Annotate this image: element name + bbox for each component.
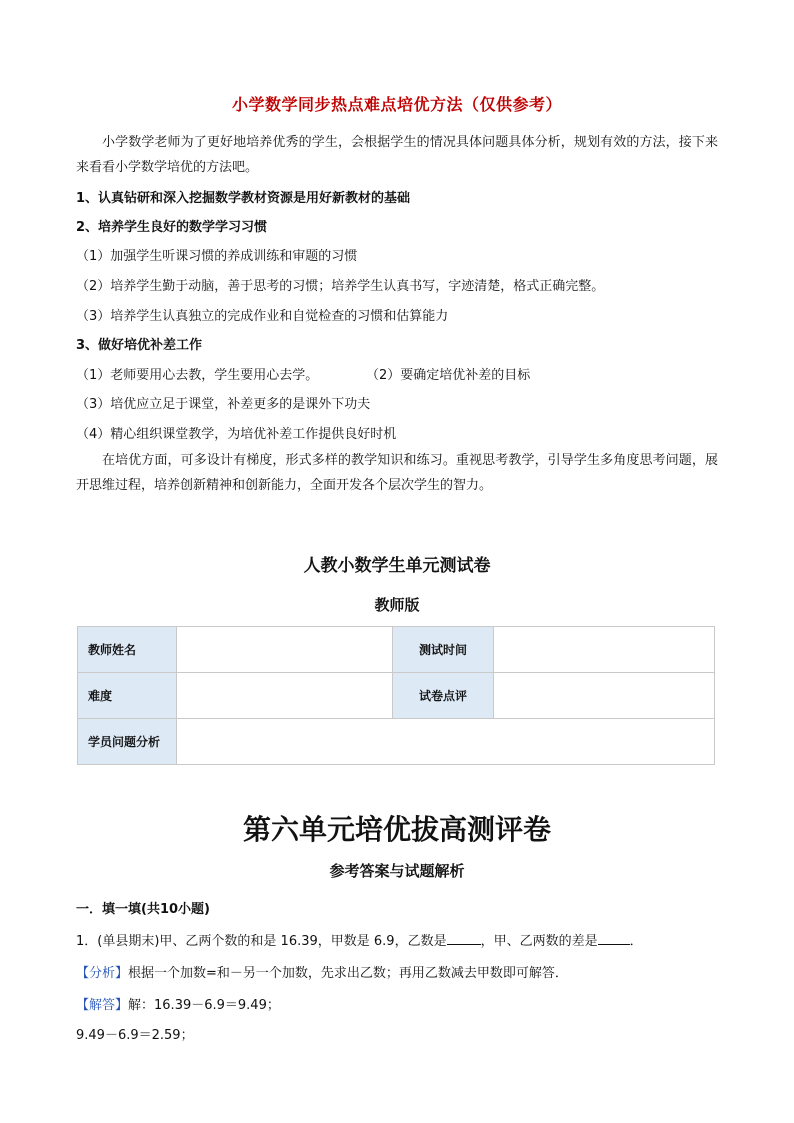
heading-1: 1、认真钻研和深入挖掘数学教材资源是用好新教材的基础 xyxy=(76,191,411,206)
difficulty-field[interactable] xyxy=(177,673,393,719)
unit-subtitle: 参考答案与试题解析 xyxy=(329,862,465,880)
part-one-heading: 一．填一填(共10小题) xyxy=(76,902,210,917)
heading-3: 3、做好培优补差工作 xyxy=(76,338,203,353)
exam-title: 人教小数学生单元测试卷 xyxy=(303,556,491,576)
student-issues-field[interactable] xyxy=(177,719,715,765)
answer-line-2: 9.49－6.9＝2.59； xyxy=(76,1028,194,1043)
teacher-name-field[interactable] xyxy=(177,627,393,673)
table-row xyxy=(78,627,715,673)
table-row xyxy=(78,673,715,719)
paper-comment-field[interactable] xyxy=(494,673,715,719)
item-2-1: （1）加强学生听课习惯的养成训练和审题的习惯 xyxy=(76,249,358,264)
paper-comment-label: 试卷点评 xyxy=(393,673,494,719)
intro-paragraph: 小学数学老师为了更好地培养优秀的学生，会根据学生的情况具体问题具体分析，规划有效的方法，接下来来看看小学数学培优的方法吧。 xyxy=(76,135,718,175)
answer-blank-2[interactable] xyxy=(598,932,630,945)
item-2-3: （3）培养学生认真独立的完成作业和自觉检查的习惯和估算能力 xyxy=(76,309,449,324)
question-1-text-c: ． xyxy=(629,934,643,949)
answer-tag: 【解答】 xyxy=(76,998,129,1013)
teacher-info-table xyxy=(77,626,715,765)
method-title: 小学数学同步热点难点培优方法（仅供参考） xyxy=(231,95,562,114)
test-time-label: 测试时间 xyxy=(393,627,494,673)
difficulty-label: 难度 xyxy=(78,673,177,719)
item-3-3: （3）培优应立足于课堂，补差更多的是课外下功夫 xyxy=(76,397,371,412)
answer-line xyxy=(76,994,280,1013)
student-issues-label: 学员问题分析 xyxy=(78,719,177,765)
table-row xyxy=(78,719,715,765)
question-1-text-b: ，甲、乙两数的差是 xyxy=(480,934,598,949)
teacher-name-label: 教师姓名 xyxy=(78,627,177,673)
item-3-4: （4）精心组织课堂教学，为培优补差工作提供良好时机 xyxy=(76,427,397,442)
item-3-1: （1）老师要用心去教，学生要用心去学。 xyxy=(76,368,319,383)
question-1-text-a: 1．(单县期末)甲、乙两个数的和是 16.39，甲数是 6.9，乙数是 xyxy=(76,934,447,949)
heading-2: 2、培养学生良好的数学学习习惯 xyxy=(76,220,268,235)
analysis-line xyxy=(76,962,568,981)
analysis-text: 根据一个加数=和－另一个加数，先求出乙数；再用乙数减去甲数即可解答． xyxy=(128,966,568,981)
question-1 xyxy=(76,930,643,949)
unit-title: 第六单元培优拔高测评卷 xyxy=(242,813,551,846)
item-3-2: （2）要确定培优补差的目标 xyxy=(366,368,531,383)
answer-text: 解：16.39－6.9＝9.49； xyxy=(128,998,280,1013)
closing-paragraph: 在培优方面，可多设计有梯度，形式多样的教学知识和练习。重视思考教学，引导学生多角度思考问题，展开思维过程，培养创新精神和创新能力，全面开发各个层次学生的智力。 xyxy=(76,453,718,493)
test-time-field[interactable] xyxy=(494,627,715,673)
analysis-tag: 【分析】 xyxy=(76,966,129,981)
exam-edition: 教师版 xyxy=(374,596,420,614)
item-2-2: （2）培养学生勤于动脑，善于思考的习惯；培养学生认真书写，字迹清楚，格式正确完整。 xyxy=(76,279,605,294)
answer-blank-1[interactable] xyxy=(447,932,481,945)
